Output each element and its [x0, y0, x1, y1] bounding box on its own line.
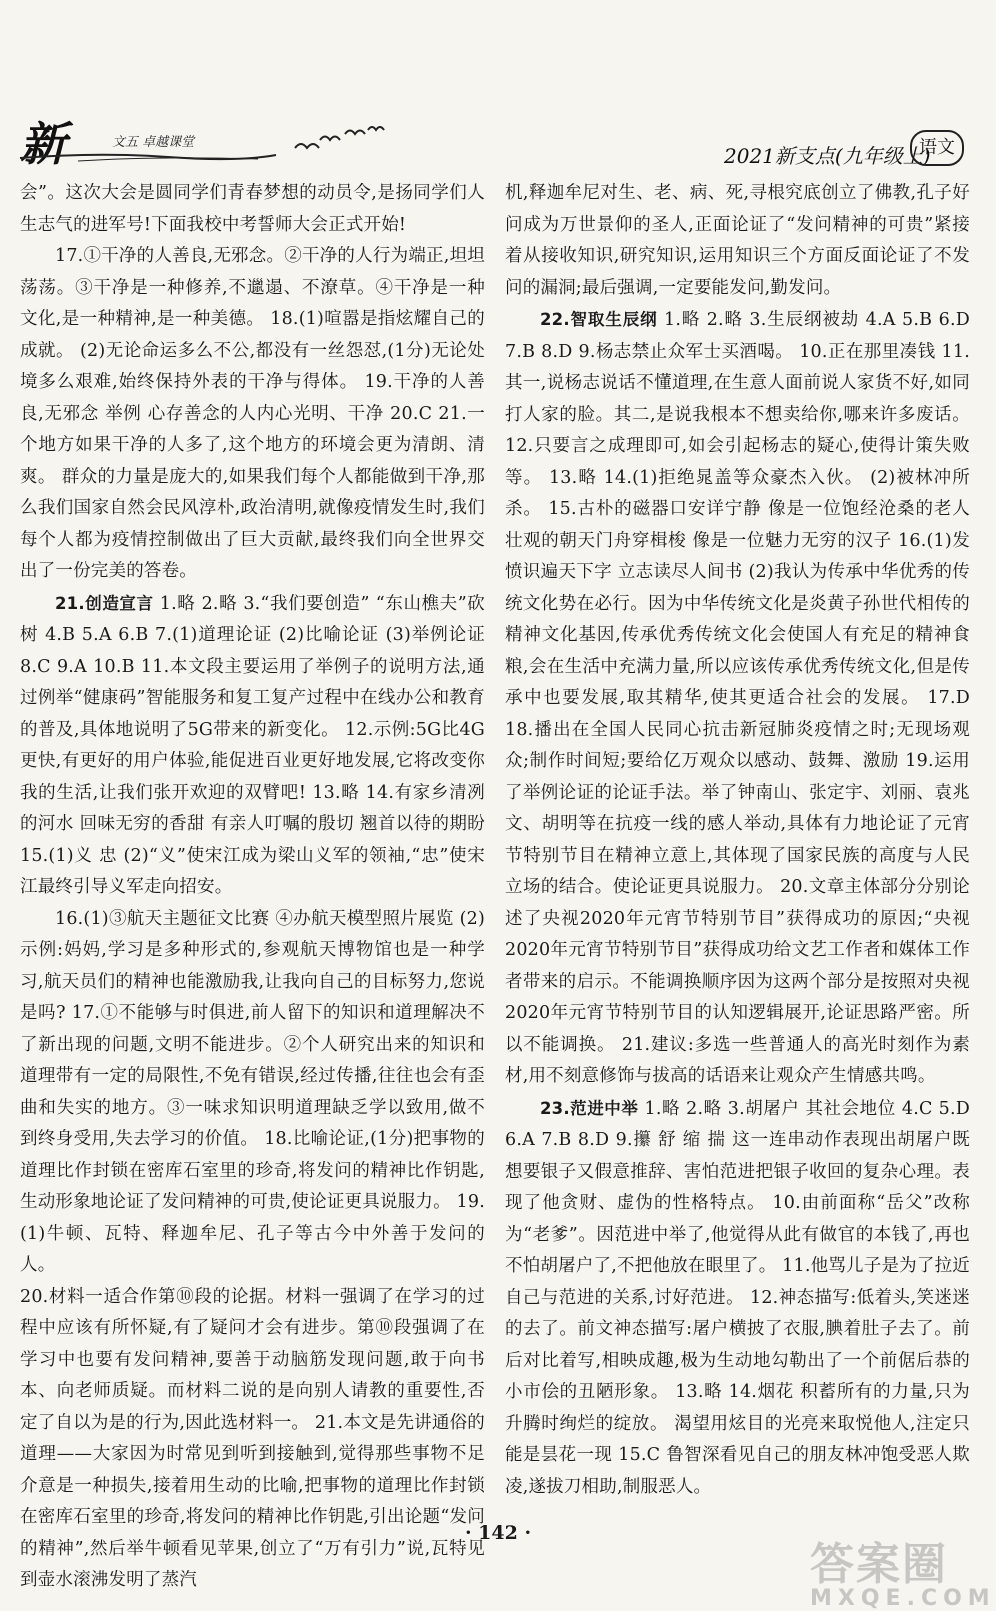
- subject-badge: 语文: [910, 130, 964, 166]
- paragraph: 22.智取生辰纲 1.略 2.略 3.生辰纲被劫 4.A 5.B 6.D 7.B 8.D 9.杨志禁止众军士买酒喝。 10.正在那里凑钱 11.其一,说杨志说话不懂道理,在生意人面前说人家货不好,如同打人家的脸。其二,是说我根本不想卖给你,哪来许多废话。 12.只要言之成理即可,如会引起杨志的疑心,使得计策失败等。 13.略 14.(1)拒绝晁盖等众豪杰入伙。 (2)被林冲所杀。 15.古朴的磁器口安详宁静 像是一位饱经沧桑的老人 壮观的朝天门舟穿楫梭 像是一位魅力无穷的汉子 16.(1)发愤识遍天下字 立志读尽人间书 (2)我认为传承中华优秀的传统文化势在必行。因为中华传统文化是炎黄子孙世代相传的精神文化基因,传承优秀传统文化会使国人有充足的精神食粮,会在生活中充满力量,所以应该传承优秀传统文化,但是传承中也要发展,取其精华,使其更适合社会的发展。 17.D 18.播出在全国人民同心抗击新冠肺炎疫情之时;无现场观众;制作时间短;要给亿万观众以感动、鼓舞、激励 19.运用了举例论证的论证手法。举了钟南山、张定宇、刘丽、袁兆文、胡明等在抗疫一线的感人举动,具体有力地论证了元宵节特别节目在精神立意上,其体现了国家民族的高度与人民立场的结合。使论证更具说服力。 20.文章主体部分分别论述了央视2020年元宵节特别节目”获得成功的原因;“央视2020年元宵节特别节目”获得成功给文艺工作者和媒体工作者带来的启示。不能调换顺序因为这两个部分是按照对央视2020年元宵节特别节目的认知逻辑展开,论证思路严密。所以不能调换。 21.建议:多选一些普通人的高光时刻作为素材,用不刻意修饰与拔高的话语来让观众产生情感共鸣。: [505, 310, 970, 1086]
- logo-flourish-icon: [18, 150, 278, 164]
- site-watermark: 答案圈 MXQE.COM: [810, 1539, 996, 1611]
- paragraph: 21.创造宣言 1.略 2.略 3.“我们要创造” “东山樵夫”砍树 4.B 5.A 6.B 7.(1)道理论证 (2)比喻论证 (3)举例论证 8.C 9.A 10.B 11.本文段主要运用了举例子的说明方法,通过例举“健康码”智能服务和复工复产过程中在线办公和教育的普及,具体地说明了5G带来的新变化。 12.示例:5G比4G更快,有更好的用户体验,能促进百业更好地发展,它将改变你我的生活,让我们张开欢迎的双臂吧! 13.略 14.有家乡清冽的河水 回味无穷的香甜 有亲人叮嘱的殷切 翘首以待的期盼 15.(1)义 忠 (2)“义”使宋江成为梁山义军的领袖,“忠”使宋江最终引导义军走向招安。: [20, 593, 485, 897]
- paragraph: 17.①干净的人善良,无邪念。②干净的人行为端正,坦坦荡荡。③干净是一种修养,不邋遢、不潦草。④干净是一种文化,是一种精神,是一种美德。 18.(1)喧嚣是指炫耀自己的成就。 (2)无论命运多么不公,都没有一丝怨怼,(1分)无论处境多么艰难,始终保持外表的干净与得体。 19.干净的人善良,无邪念 举例 心存善念的人内心光明、干净 20.C 21.一个地方如果干净的人多了,这个地方的环境会更为清朗、清爽。 群众的力量是庞大的,如果我们每个人都能做到干净,那么我们国家自然会民风淳朴,政治清明,就像疫情发生时,我们每个人都为疫情控制做出了巨大贡献,最终我们向全世界交出了一份完美的答卷。: [20, 246, 485, 581]
- page-header: [0, 0, 996, 175]
- birds-decoration-icon: [290, 120, 400, 156]
- grade-title: 2021新支点(九年级上): [724, 144, 931, 168]
- section-heading: 21.创造宣言: [55, 593, 154, 613]
- left-column: [20, 178, 485, 1597]
- section-heading: 23.范进中举: [540, 1098, 639, 1118]
- page-number: · 142 ·: [464, 1522, 532, 1544]
- right-column: [505, 178, 970, 1503]
- logo-char: 新: [20, 117, 66, 171]
- logo-subtitle: 文五 卓越课堂: [112, 135, 195, 150]
- paragraph: 16.(1)③航天主题征文比赛 ④办航天模型照片展览 (2)示例:妈妈,学习是多种形式的,参观航天博物馆也是一种学习,航天员们的精神也能激励我,让我向自己的目标努力,您说是吗? 17.①不能够与时俱进,前人留下的知识和道理解决不了新出现的问题,文明不能进步。②个人研究出来的知识和道理带有一定的局限性,不免有错误,经过传播,往往也会有歪曲和失实的地方。③一味求知识明道理缺乏学以致用,做不到终身受用,失去学习的价值。 18.比喻论证,(1分)把事物的道理比作封锁在密库石室里的珍奇,将发问的精神比作钥匙,生动形象地论证了发问精神的可贵,使论证更具说服力。 19.(1)牛顿、瓦特、释迦牟尼、孔子等古今中外善于发问的人。: [20, 908, 485, 1275]
- section-heading: 22.智取生辰纲: [540, 310, 658, 329]
- paragraph: 会”。这次大会是圆同学们青春梦想的动员令,是扬同学们人生志气的进军号!下面我校中考誓师大会正式开始!: [20, 183, 485, 235]
- paragraph: 机,释迦牟尼对生、老、病、死,寻根究底创立了佛教,孔子好问成为万世景仰的圣人,正面论证了“发问精神的可贵”紧接着从接收知识,研究知识,运用知识三个方面反面论证了不发问的漏洞;最后强调,一定要能发问,勤发问。: [505, 183, 970, 298]
- paragraph: 20.材料一适合作第⑩段的论据。材料一强调了在学习的过程中应该有所怀疑,有了疑问才会有进步。第⑩段强调了在学习中也要有发问精神,要善于动脑筋发现问题,敢于向书本、向老师质疑。而材料二说的是向别人请教的重要性,否定了自以为是的行为,因此选材料一。 21.本文是先讲通俗的道理——大家因为时常见到听到接触到,觉得那些事物不足介意是一种损失,接着用生动的比喻,把事物的道理比作封锁在密库石室里的珍奇,将发问的精神比作钥匙,引出论题“发问的精神”,然后举牛顿看见苹果,创立了“万有引力”说,瓦特见到壶水滚沸发明了蒸汽: [20, 1286, 485, 1590]
- paragraph: 23.范进中举 1.略 2.略 3.胡屠户 其社会地位 4.C 5.D 6.A 7.B 8.D 9.攥 舒 缩 揣 这一连串动作表现出胡屠户既想要银子又假意推辞、害怕范进把银子收回的复杂心理。表现了他贪财、虚伪的性格特点。 10.由前面称“岳父”改称为“老爹”。因范进中举了,他觉得从此有做官的本钱了,再也不怕胡屠户了,不把他放在眼里了。 11.他骂儿子是为了拉近自己与范进的关系,讨好范进。 12.神态描写:低着头,笑迷迷的去了。前文神态描写:屠户横披了衣服,腆着肚子去了。前后对比着写,相映成趣,极为生动地勾勒出了一个前倨后恭的小市侩的丑陋形象。 13.略 14.烟花 积蓄所有的力量,只为升腾时绚烂的绽放。 渴望用炫目的光亮来取悦他人,注定只能是昙花一现 15.C 鲁智深看见自己的朋友林冲饱受恶人欺凌,遂拔刀相助,制服恶人。: [505, 1098, 970, 1497]
